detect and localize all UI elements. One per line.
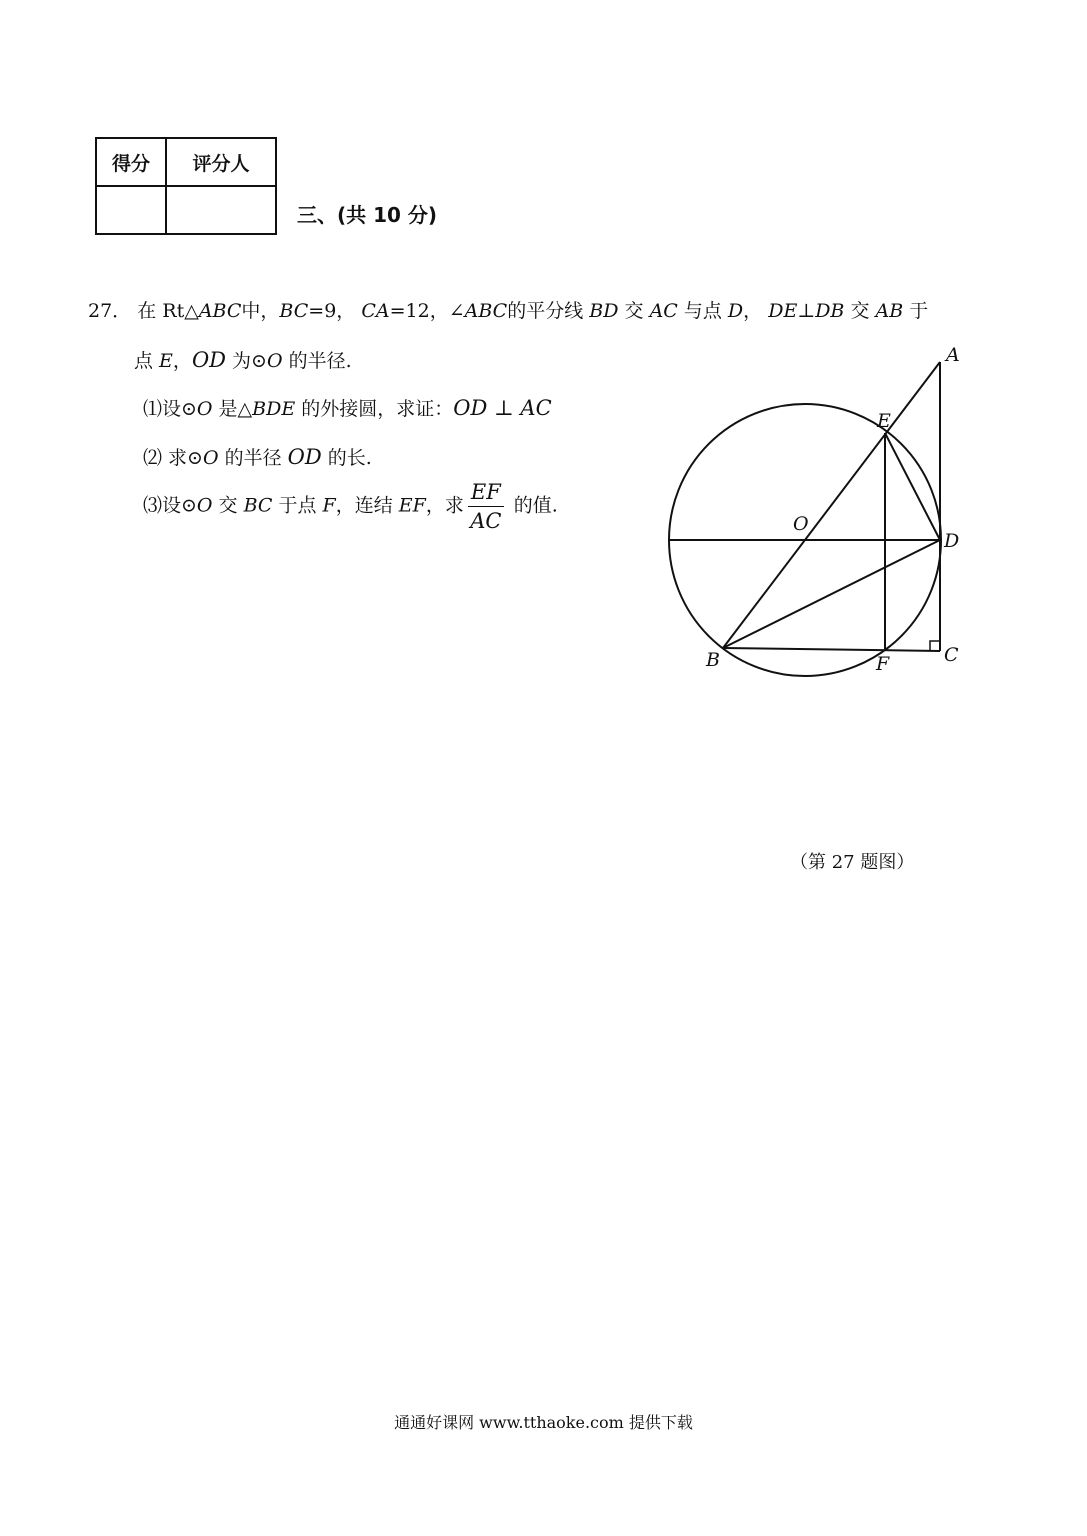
text: 中， [241,300,280,322]
segment-bc [723,648,940,651]
grader-header: 评分人 [166,138,276,186]
text: 交 [844,300,876,322]
question-line-2 [134,346,352,373]
fraction-denominator: AC [470,509,502,533]
grader-cell [166,186,276,234]
text: 的平分线 [507,300,590,322]
question-line-1 [88,296,928,323]
text: 是△ [212,398,253,420]
figure-caption: （第 27 题图） [790,852,915,873]
text: 的半径. [282,350,352,372]
label-f: F [876,653,890,675]
text: 为⊙ [226,350,267,372]
text: ， [172,350,192,372]
math-var: BC [243,494,273,517]
question-part-2 [143,443,372,470]
text: 点 [134,350,160,372]
label-o: O [793,513,809,535]
math-var: O [196,494,213,517]
footer-text: 通通好课网 www.tthaoke.com 提供下载 [394,1413,693,1432]
text: =12，∠ [389,300,465,322]
label-a: A [946,344,960,366]
math-var: OD [287,445,322,469]
text: ⑵ 求⊙ [143,447,203,469]
text: =9， [308,300,356,322]
geometry-figure [655,340,975,685]
segment-bd [723,540,940,648]
math-var: F [322,494,336,517]
fraction-numerator: EF [468,480,504,507]
math-var: D [727,300,744,322]
fraction [468,480,504,533]
math-var: ABC [198,300,242,322]
math-var: O [266,350,283,372]
text: 的值. [507,494,558,517]
text: ⊥ [797,300,816,322]
text: 在 Rt△ [137,300,199,322]
math-var: BC [279,300,309,322]
math-var: O [202,447,219,469]
math-var: CA [361,300,390,322]
math-var: EF [398,494,426,517]
math-var: AB [875,300,904,322]
text: ， [743,300,763,322]
segment-de [885,433,940,540]
math-var: BDE [252,398,296,420]
math-var: DE [768,300,798,322]
question-part-1 [143,394,552,421]
text: ，求 [425,494,464,517]
math-var: OD [191,348,226,372]
text: ，连结 [335,494,399,517]
segment-ab [723,362,940,648]
text: ⑴设⊙ [143,398,197,420]
math-var: ABC [464,300,508,322]
section-title: 三、(共 10 分) [297,203,438,227]
label-b: B [706,649,720,671]
text: 于点 [272,494,323,517]
text: 的外接圆，求证： [295,398,454,420]
label-c: C [944,644,959,666]
question-part-3 [143,480,558,533]
math-var: AC [649,300,678,322]
label-e: E [877,410,891,432]
text: 与点 [677,300,728,322]
math-var: DB [815,300,845,322]
text: 交 [212,494,244,517]
label-d: D [944,530,960,552]
right-angle-mark [930,641,940,651]
question-number: 27． [88,300,132,322]
score-table [95,137,277,235]
score-header: 得分 [96,138,166,186]
text: 的半径 [218,447,288,469]
score-cell [96,186,166,234]
math-var: E [159,350,173,372]
math-var: BD [589,300,619,322]
math-var: O [196,398,213,420]
text: 的长. [321,447,372,469]
text: 于 [903,300,929,322]
text: ⑶设⊙ [143,494,197,517]
text: 交 [618,300,650,322]
math-expression: OD ⊥ AC [453,396,552,420]
